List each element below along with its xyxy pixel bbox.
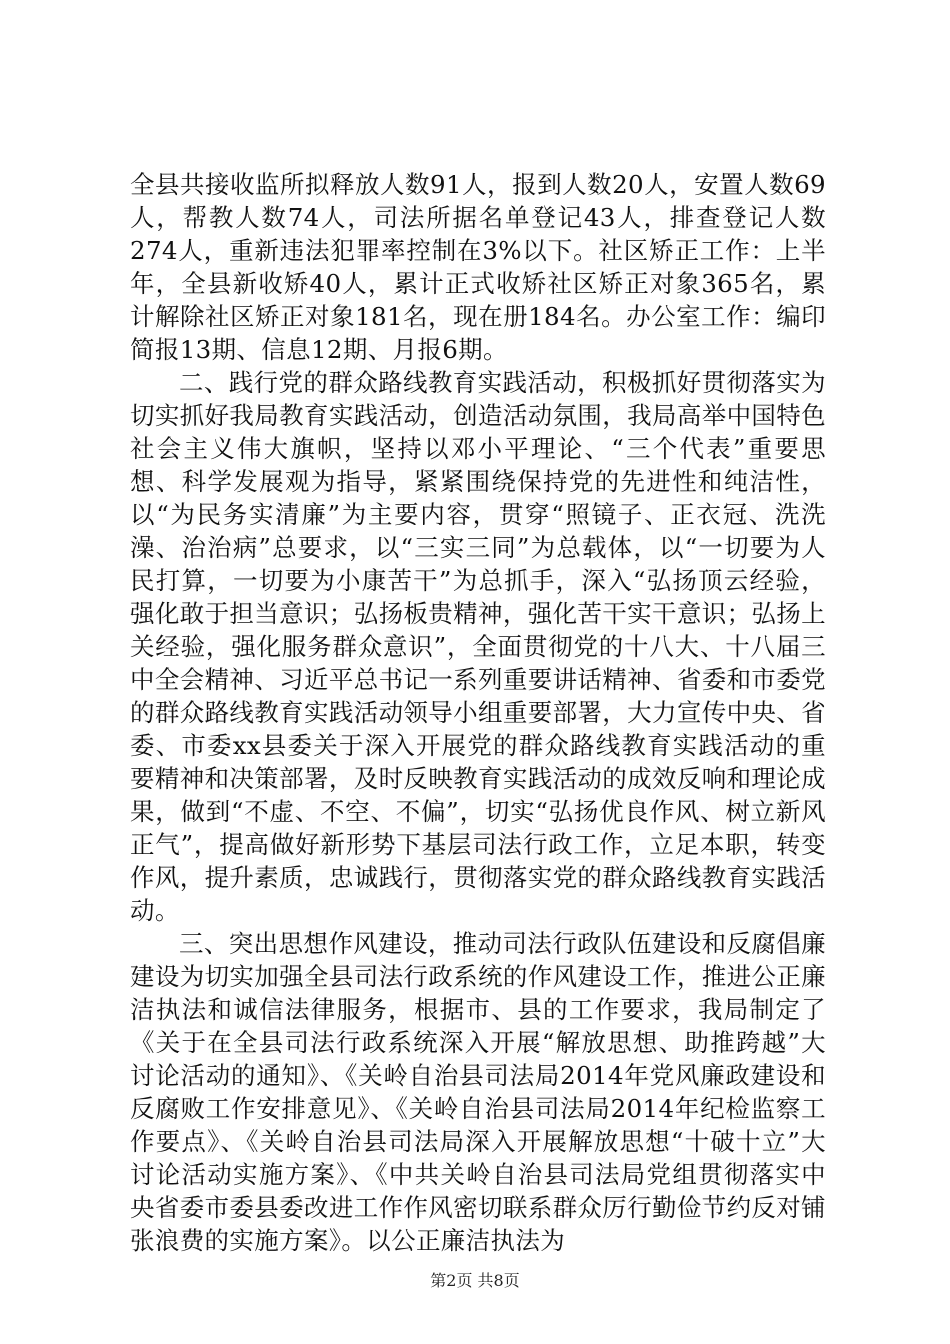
paragraph-section-two: 二、践行党的群众路线教育实践活动，积极抓好贯彻落实为切实抓好我局教育实践活动，创造活动氛围，我局高举中国特色社会主义伟大旗帜，坚持以邓小平理论、“三个代表”重要思想、科学发展观为指导，紧紧围绕保持党的先进性和纯洁性，以“为民务实清廉”为主要内容，贯穿“照镜子、正衣冠、洗洗澡、治治病”总要求，以“三实三同”为总载体，以“一切要为人民打算，一切要为小康苦干”为总抓手，深入“弘扬顶云经验，强化敢于担当意识；弘扬板贵精神，强化苦干实干意识；弘扬上关经验，强化服务群众意识”，全面贯彻党的十八大、十八届三中全会精神、习近平总书记一系列重要讲话精神、省委和市委党的群众路线教育实践活动领导小组重要部署，大力宣传中央、省委、市委xx县委关于深入开展党的群众路线教育实践活动的重要精神和决策部署，及时反映教育实践活动的成效反响和理论成果，做到“不虚、不空、不偏”，切实“弘扬优良作风、树立新风正气”，提高做好新形势下基层司法行政工作，立足本职，转变作风，提升素质，忠诚践行，贯彻落实党的群众路线教育实践活动。 — [130, 368, 826, 925]
page-footer — [0, 1268, 950, 1291]
paragraph-section-three: 三、突出思想作风建设，推动司法行政队伍建设和反腐倡廉建设为切实加强全县司法行政系统的作风建设工作，推进公正廉洁执法和诚信法律服务，根据市、县的工作要求，我局制定了《关于在全县司法行政系统深入开展“解放思想、助推跨越”大讨论活动的通知》、《关岭自治县司法局2014年党风廉政建设和反腐败工作安排意见》、《关岭自治县司法局2014年纪检监察工作要点》、《关岭自治县司法局深入开展解放思想“十破十立”大讨论活动实施方案》、《中共关岭自治县司法局党组贯彻落实中央省委市委县委改进工作作风密切联系群众厉行勤俭节约反对铺张浪费的实施方案》。以公正廉洁执法为 — [130, 929, 826, 1255]
page-number: 第2页 共8页 — [430, 1271, 520, 1290]
paragraph-statistics: 全县共接收监所拟释放人数91人，报到人数20人，安置人数69人，帮教人数74人，司法所据名单登记43人，排查登记人数274人，重新违法犯罪率控制在3%以下。社区矫正工作：上半年，全县新收矫40人，累计正式收矫社区矫正对象365名，累计解除社区矫正对象181名，现在册184名。办公室工作：编印简报13期、信息12期、月报6期。 — [130, 170, 826, 364]
document-body — [130, 168, 826, 1257]
